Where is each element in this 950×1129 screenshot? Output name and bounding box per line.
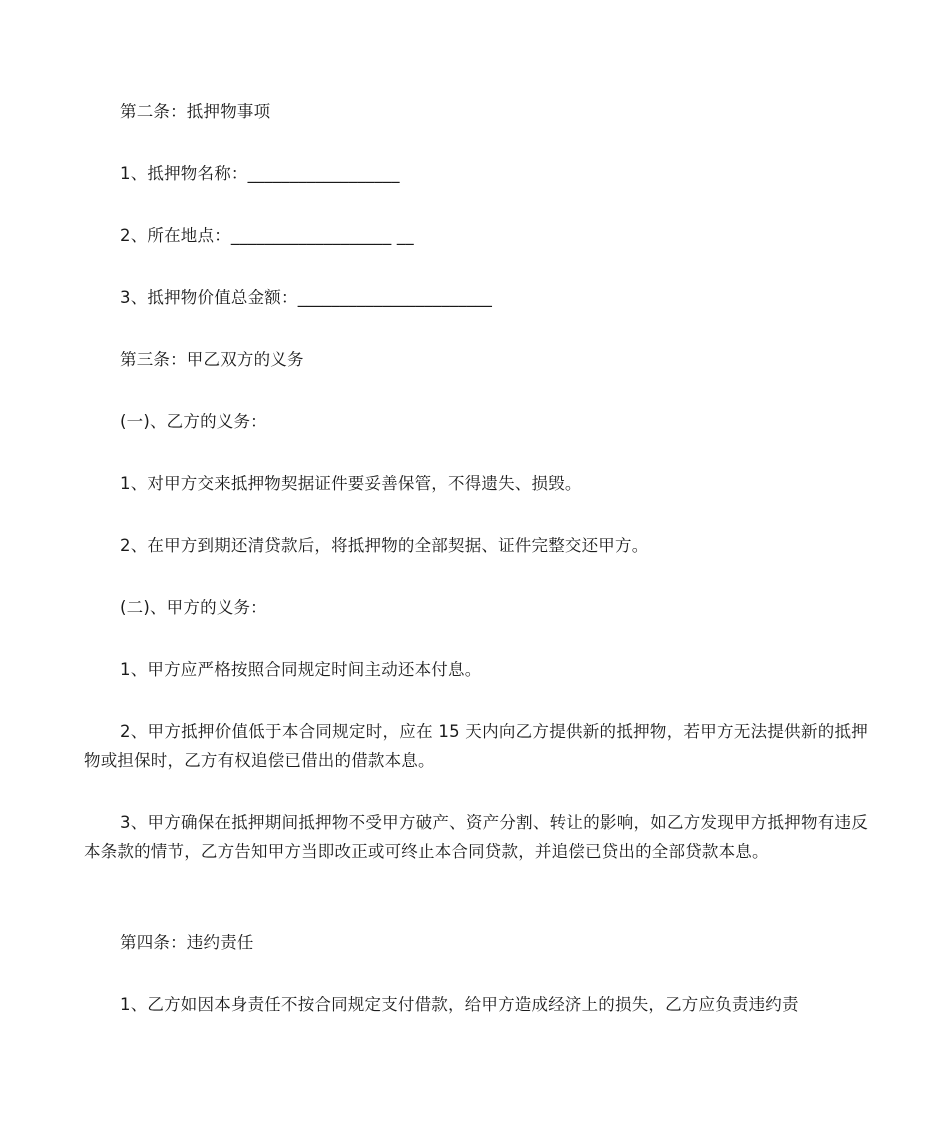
party-b-duty-2: 2、在甲方到期还清贷款后，将抵押物的全部契据、证件完整交还甲方。 [120, 536, 649, 555]
party-a-duty-2: 2、甲方抵押价值低于本合同规定时，应在 15 天内向乙方提供新的抵押物，若甲方无法提供新的抵押物或担保时，乙方有权追偿已借出的借款本息。 [84, 722, 868, 770]
liability-clause-1: 1、乙方如因本身责任不按合同规定支付借款，给甲方造成经济上的损失，乙方应负责违约责 [120, 995, 799, 1014]
party-a-duty-3: 3、甲方确保在抵押期间抵押物不受甲方破产、资产分割、转让的影响，如乙方发现甲方抵押物有违反本条款的情节，乙方告知甲方当即改正或可终止本合同贷款，并追偿已贷出的全部贷款本息。 [84, 813, 868, 861]
section-heading-article-2: 第二条：抵押物事项 [120, 102, 271, 121]
section-heading-article-3: 第三条：甲乙双方的义务 [120, 350, 304, 369]
collateral-name-line: 1、抵押物名称：__________________ [120, 164, 400, 183]
subsection-party-a-duties: (二)、甲方的义务： [120, 598, 267, 617]
section-heading-article-4: 第四条：违约责任 [120, 933, 254, 952]
collateral-value-line: 3、抵押物价值总金额：_______________________ [120, 288, 493, 307]
party-b-duty-1: 1、对甲方交来抵押物契据证件要妥善保管，不得遗失、损毁。 [120, 474, 582, 493]
subsection-party-b-duties: (一)、乙方的义务： [120, 412, 267, 431]
location-line: 2、所在地点：___________________ __ [120, 226, 414, 245]
party-a-duty-1: 1、甲方应严格按照合同规定时间主动还本付息。 [120, 660, 482, 679]
